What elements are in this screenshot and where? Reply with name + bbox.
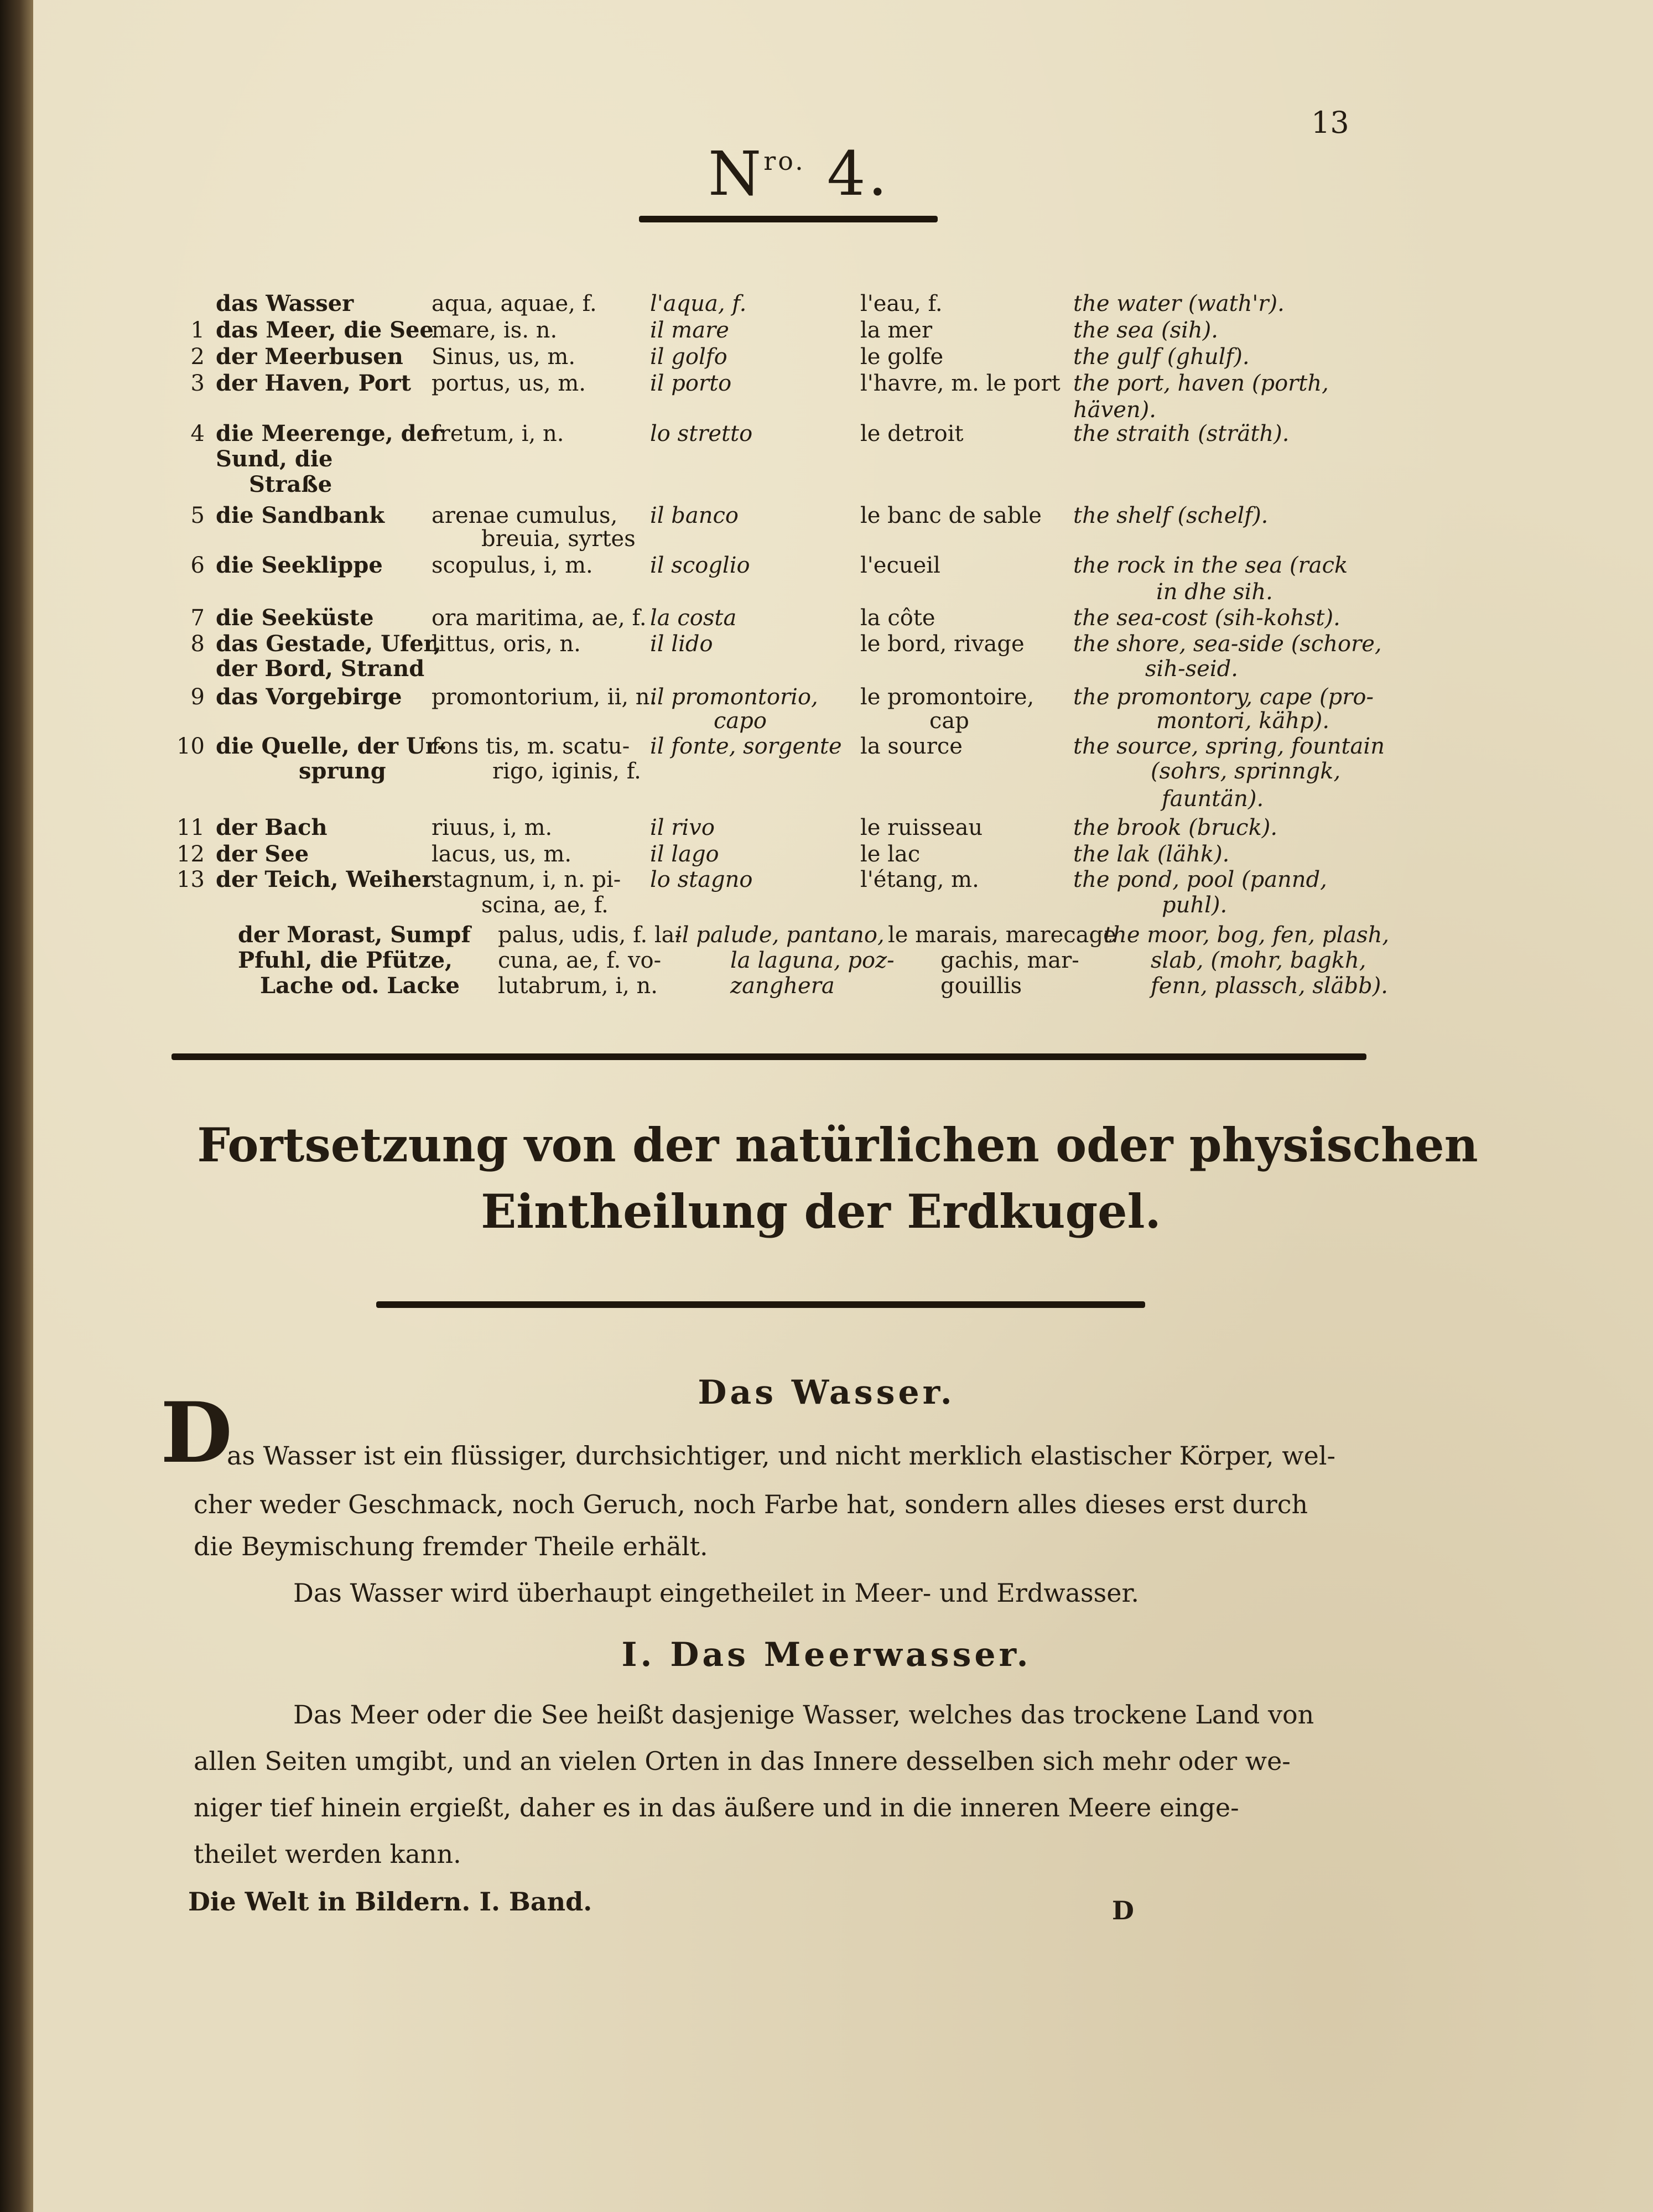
paragraph-line: cher weder Geschmack, noch Geruch, noch Farbe hat, sondern alles dieses erst durch (194, 1489, 1308, 1519)
drop-cap: D (160, 1384, 233, 1482)
paragraph-line: allen Seiten umgibt, und an vielen Orten in das Innere desselben sich mehr oder we- (194, 1746, 1291, 1776)
paragraph-line: niger tief hinein ergießt, daher es in das äußere und in die inneren Meere einge- (194, 1793, 1239, 1822)
book-spine (0, 0, 33, 2212)
subheading-water: Das Wasser. (698, 1373, 955, 1412)
paragraph-line: theilet werden kann. (194, 1839, 461, 1869)
book-page: 13 $N^{ro.}$ 4. das Wasser aqua, aquae, f. l'aqua, f. l'eau, f. the water (wath'r). 1 das Meer, die See mare, is. n. il mare la mer the sea (sih). 2 der Meerbusen Sinus, us, m. il golfo le golfe the gulf (ghulf). 3 der Haven, Port portus, us, m. il porto l'havre, m. le port the port, haven (porth, häven). 4 die Meerenge, der fretum, i, n. lo stretto le detroit the straith (sträth). Sund, die Straße 5 die Sandbank arenae cumulus, il banco le banc de sable the shelf (schelf). breuia, syrtes 6 die Seeklippe scopulus, i, m. il scoglio l'ecueil the rock in the sea (rack in dhe sih. 7 die Seeküste ora maritima, ae, f. la costa la côte the sea-cost (sih-kohst). 8 das Gestade, Ufer, littus, oris, n. il lido le bord, rivage the shore, sea-side (schore, der Bord, Strand sih-seid. 9 das Vorgebirge promontorium, ii, n. il promontorio, le promontoire, the promontory, cape (pro- capo cap montori, kähp). 10 die Quelle, der Ur- fons tis, m. scatu- il fonte, sorgente la source the source, spring, fountain sprung rigo, iginis, f. (sohrs, sprinngk, fauntän). 11 der Bach riuus, i, m. il rivo le ruisseau the brook (bruck). 12 der See lacus, us, m. il lago le lac the lak (lähk). 13 der Teich, Weiher stagnum, i, n. pi- lo stagno l'étang, m. the pond, pool (pannd, scina, ae, f. puhl). der Morast, Sumpf palus, udis, f. la- il palude, pantano, le marais, marecage the moor, bog, fen, plash, Pfuhl, die Pfütze, cuna, ae, f. vo- la laguna, poz- gachis, mar- slab, (mohr, bagkh, Lache od. Lacke lutabrum, i, n. zanghera gouillis fenn, plassch, släbb). Fortsetzung von der natürlichen oder physischen Eintheilung der Erdkugel. Das Wasser. D as Wasser ist ein flüssiger, durchsichtiger, und nicht merklich elastischer Körper, wel- cher weder Geschmack, noch Geruch, noch Farbe hat, sondern alles dieses erst durch die Beymischung fremder Theile erhält. Das Wasser wird überhaupt eingetheilet in Meer- und Erdwasser. I. Das Meerwasser. Das Meer oder die See heißt dasjenige Wasser, welches das trockene Land von allen Seiten umgibt, und an vielen Orten in das Innere desselben sich mehr oder we- niger tief hinein ergießt, daher es in das äußere und in die inneren Meere einge- theilet werden kann. Die Welt in Bildern. I. Band. D (33, 0, 1653, 2212)
section-title-line2: Eintheilung der Erdkugel. (481, 1184, 1161, 1239)
divider-rule (171, 1053, 1366, 1060)
paragraph-line: Das Wasser wird überhaupt eingetheilet in Meer- und Erdwasser. (293, 1578, 1140, 1608)
page-number: 13 (1311, 105, 1349, 140)
paragraph-line: as Wasser ist ein flüssiger, durchsichtiger, und nicht merklich elastischer Körper, wel- (227, 1441, 1336, 1471)
paragraph-line: die Beymischung fremder Theile erhält. (194, 1531, 708, 1561)
footer-title: Die Welt in Bildern. I. Band. (188, 1887, 592, 1917)
subheading-sea-water: I. Das Meerwasser. (621, 1635, 1032, 1674)
paragraph-line: Das Meer oder die See heißt dasjenige Wasser, welches das trockene Land von (293, 1700, 1314, 1730)
top-rule (639, 216, 938, 222)
section-title-line1: Fortsetzung von der natürlichen oder physischen (197, 1118, 1478, 1172)
footer-signature: D (1112, 1896, 1134, 1925)
title-rule (376, 1301, 1145, 1308)
section-number: $N^{ro.}$ 4. (708, 138, 890, 209)
